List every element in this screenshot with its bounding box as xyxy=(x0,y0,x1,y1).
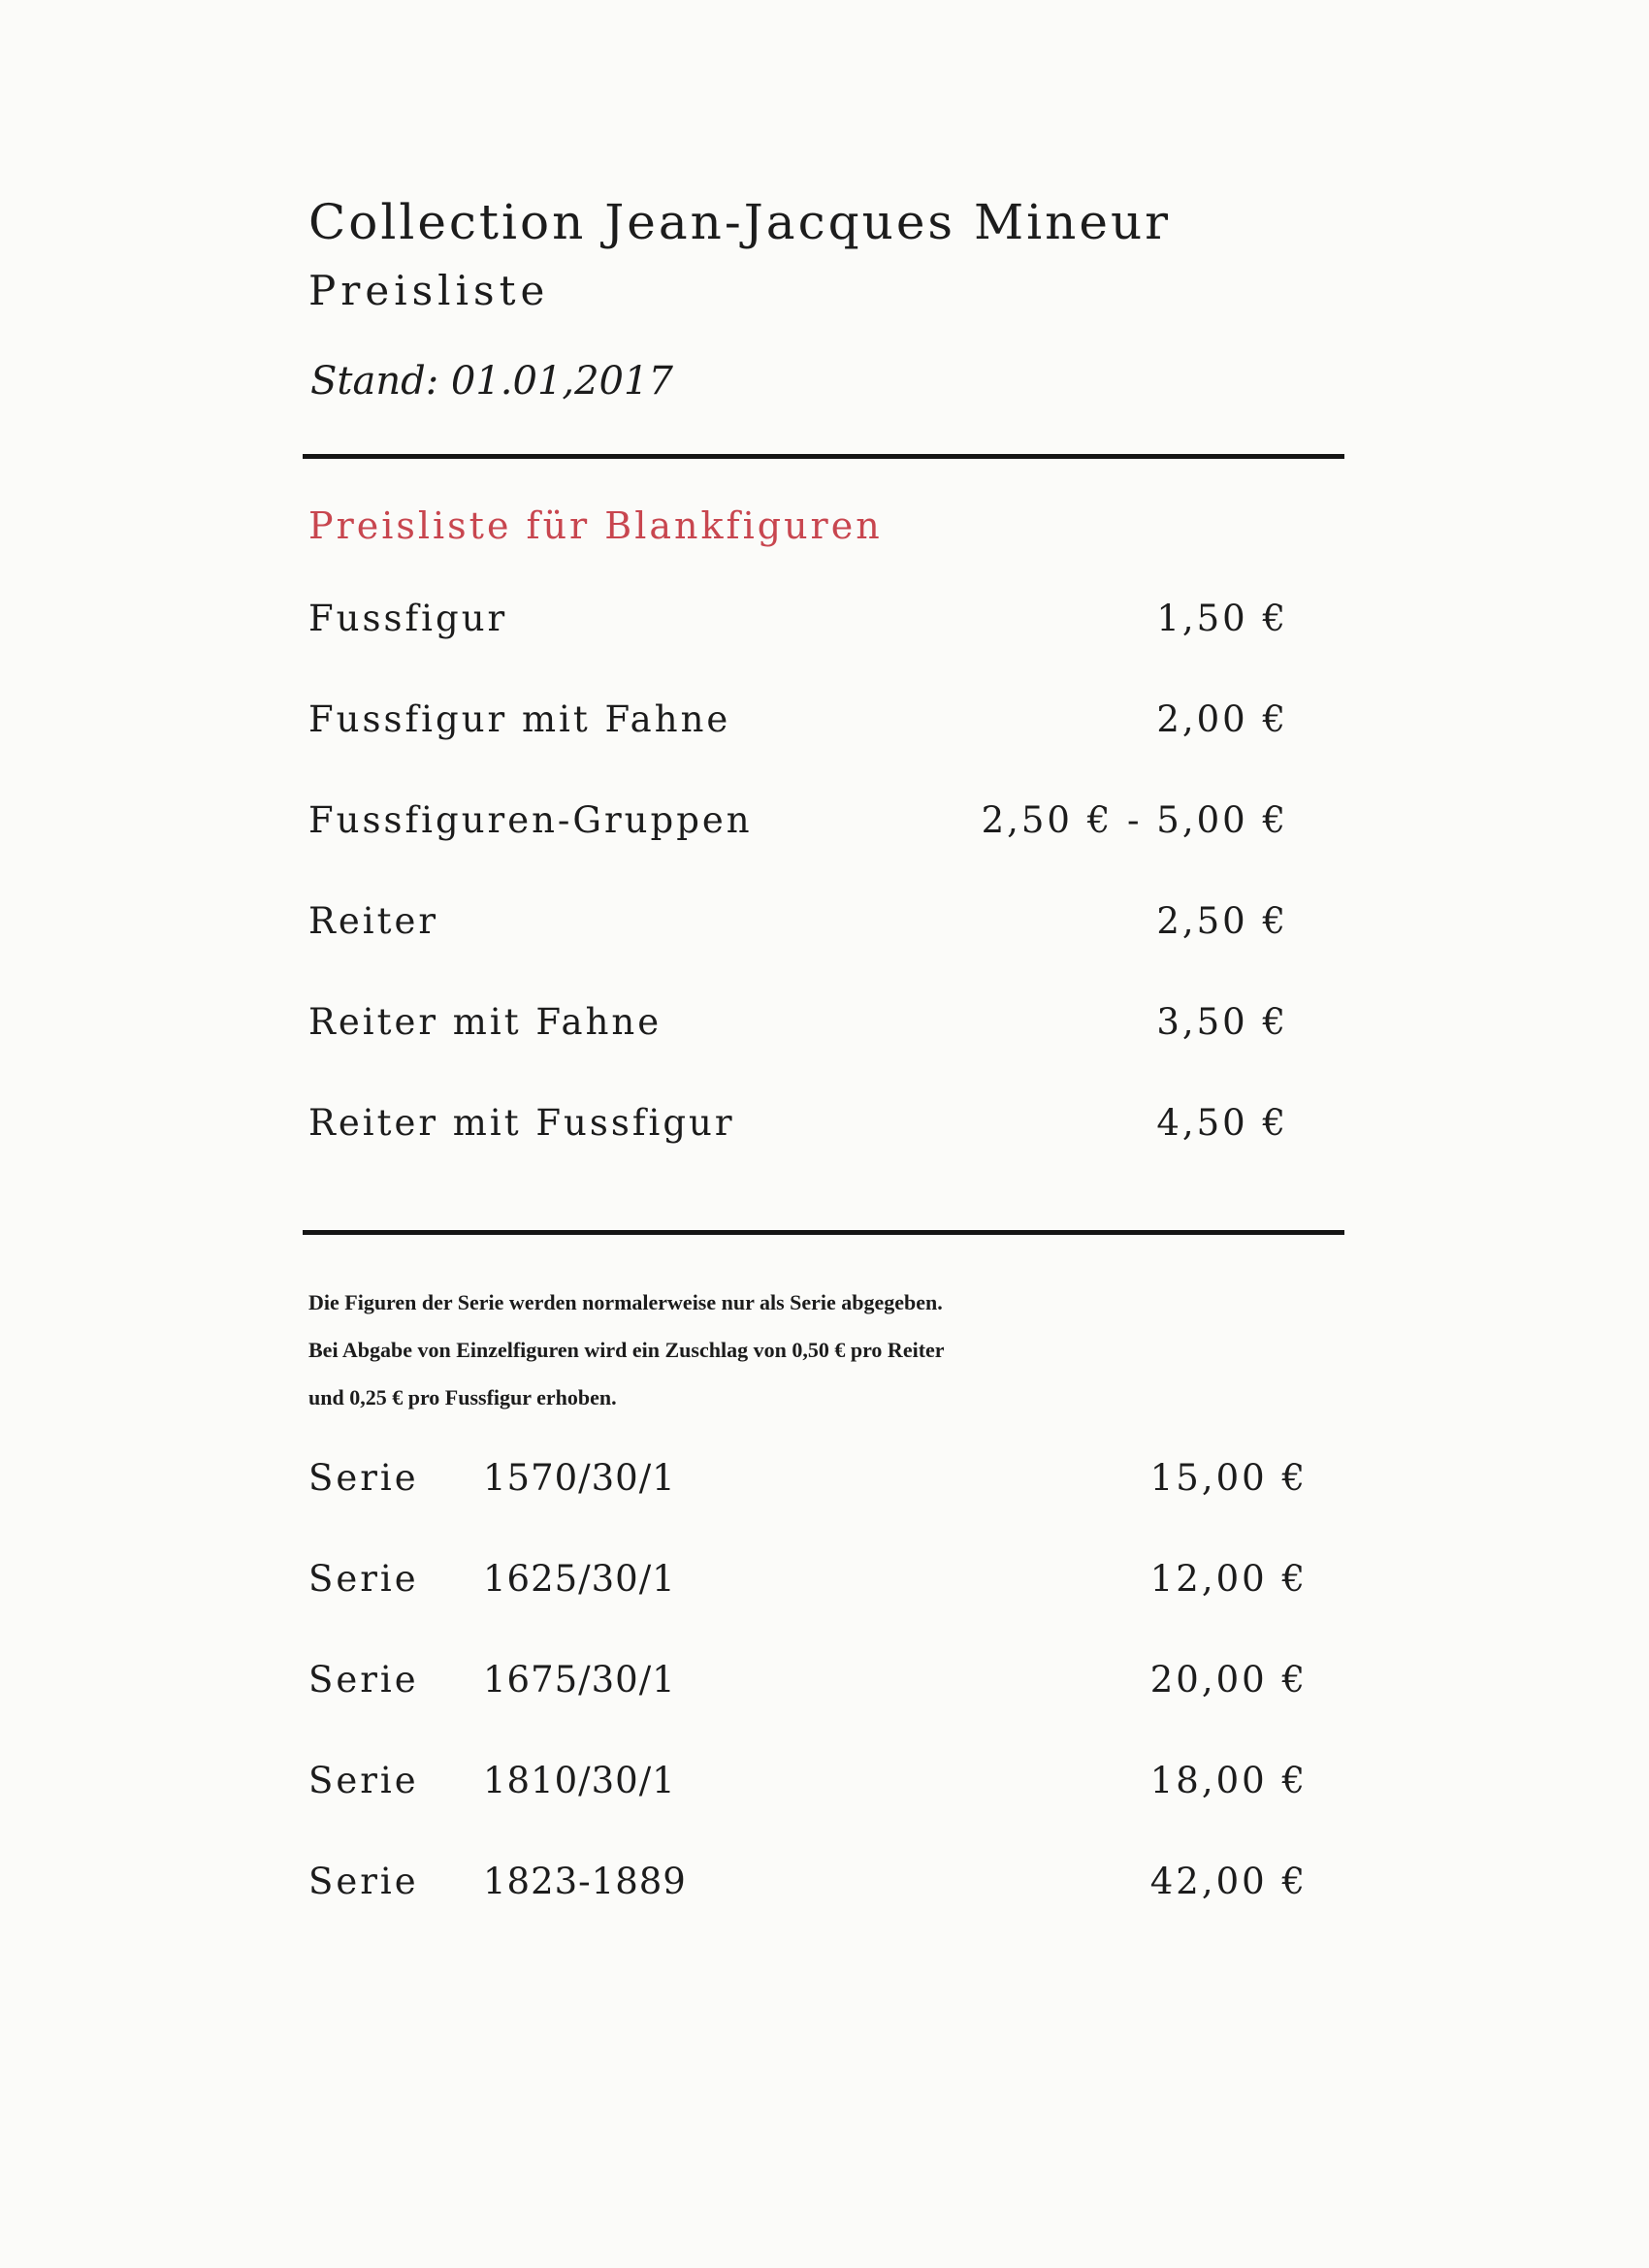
series-row xyxy=(308,1861,1308,1909)
series-price: 20,00 € xyxy=(1149,1659,1308,1701)
price-row xyxy=(308,1102,1288,1150)
series-price: 18,00 € xyxy=(1149,1760,1308,1801)
series-price: 15,00 € xyxy=(1149,1457,1308,1499)
series-price: 42,00 € xyxy=(1149,1861,1308,1902)
stand-date: Stand: 01.01,2017 xyxy=(310,359,673,404)
series-label: Serie xyxy=(308,1760,419,1801)
series-code: 1810/30/1 xyxy=(483,1760,676,1801)
item-label: Fussfigur mit Fahne xyxy=(308,698,731,740)
price-row xyxy=(308,799,1288,848)
item-label: Fussfiguren-Gruppen xyxy=(308,799,753,841)
note-line: Die Figuren der Serie werden normalerweise nur als Serie abgegeben. xyxy=(308,1290,943,1314)
item-label: Reiter xyxy=(308,900,439,942)
series-label: Serie xyxy=(308,1659,419,1701)
item-price: 1,50 € xyxy=(1156,598,1288,639)
series-row xyxy=(308,1659,1308,1707)
series-code: 1625/30/1 xyxy=(483,1558,676,1600)
item-price: 3,50 € xyxy=(1156,1001,1288,1043)
series-code: 1675/30/1 xyxy=(483,1659,676,1701)
note-line: und 0,25 € pro Fussfigur erhoben. xyxy=(308,1385,617,1409)
document-title: Collection Jean-Jacques Mineur xyxy=(308,194,1172,250)
middle-divider xyxy=(303,1230,1344,1235)
series-label: Serie xyxy=(308,1457,419,1499)
item-price: 2,50 € xyxy=(1156,900,1288,942)
price-row xyxy=(308,698,1288,747)
series-label: Serie xyxy=(308,1558,419,1600)
series-row xyxy=(308,1558,1308,1606)
item-label: Reiter mit Fahne xyxy=(308,1001,663,1043)
price-row xyxy=(308,598,1288,646)
blank-figures-section-title: Preisliste für Blankfiguren xyxy=(308,504,883,547)
series-label: Serie xyxy=(308,1861,419,1902)
series-code: 1823-1889 xyxy=(483,1861,687,1902)
item-price: 4,50 € xyxy=(1156,1102,1288,1144)
series-row xyxy=(308,1760,1308,1808)
top-divider xyxy=(303,454,1344,459)
item-label: Reiter mit Fussfigur xyxy=(308,1102,735,1144)
series-code: 1570/30/1 xyxy=(483,1457,676,1499)
series-price: 12,00 € xyxy=(1149,1558,1308,1600)
item-price: 2,50 € - 5,00 € xyxy=(981,799,1288,841)
document-subtitle: Preisliste xyxy=(308,267,550,314)
series-note xyxy=(308,1279,1278,1421)
note-line: Bei Abgabe von Einzelfiguren wird ein Zuschlag von 0,50 € pro Reiter xyxy=(308,1338,945,1362)
item-label: Fussfigur xyxy=(308,598,508,639)
series-row xyxy=(308,1457,1308,1506)
item-price: 2,00 € xyxy=(1156,698,1288,740)
price-row xyxy=(308,900,1288,949)
price-row xyxy=(308,1001,1288,1050)
